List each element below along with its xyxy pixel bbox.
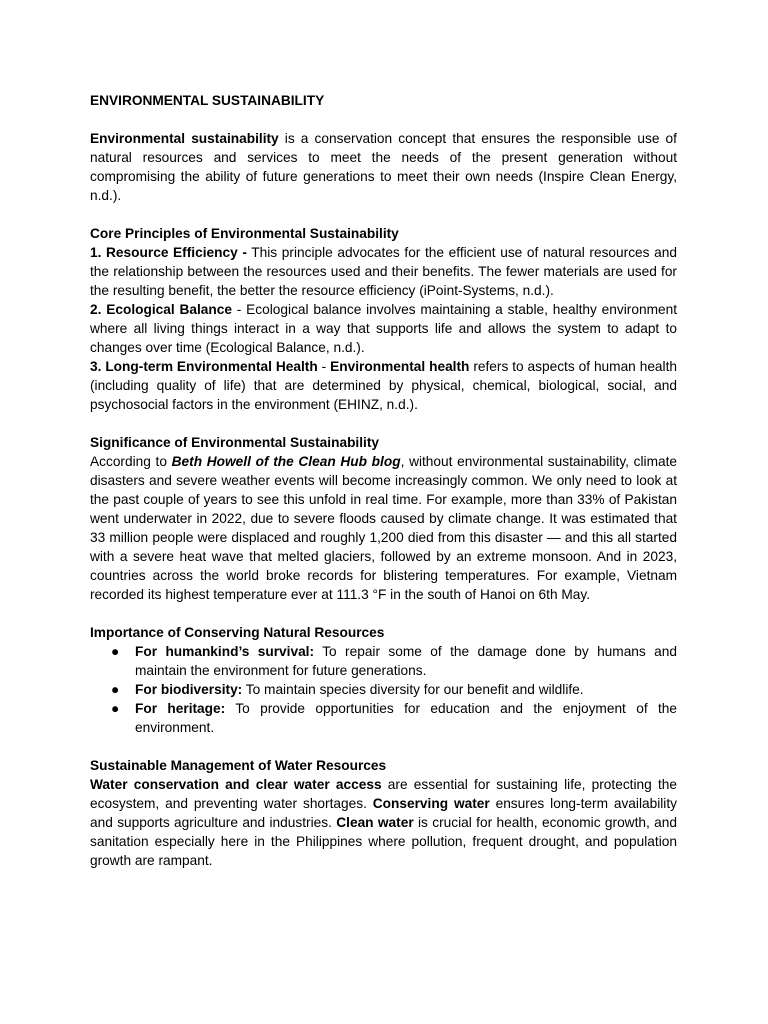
importance-list (90, 642, 677, 737)
principle-3-term: Environmental health (330, 359, 470, 374)
principle-environmental-health (90, 357, 677, 414)
significance-pre: According to (90, 454, 172, 469)
water-heading: Sustainable Management of Water Resources (90, 758, 387, 773)
list-item-text: To provide opportunities for education and the enjoyment of the environment. (135, 701, 678, 735)
list-item-text: To repair some of the damage done by humans and maintain the environment for future generations. (135, 644, 677, 678)
bullet-icon: ● (111, 682, 120, 697)
list-item-label: For biodiversity: (135, 682, 243, 697)
bullet-icon: ● (111, 644, 120, 659)
water-text-1: are essential for sustaining life, protecting the ecosystem, and preventing water shortages. (90, 777, 677, 811)
importance-heading: Importance of Conserving Natural Resources (90, 625, 385, 640)
list-item-label: For humankind’s survival: (135, 644, 315, 659)
principle-1-text: This principle advocates for the efficient use of natural resources and the relationship between the resources used and their benefits. The fewer materials are used for the resulting benefit, the better the resource efficiency (iPoint-Systems, n.d.). (90, 245, 677, 298)
water-paragraph (90, 775, 677, 870)
list-item (90, 699, 677, 737)
list-item-label: For heritage: (135, 701, 226, 716)
list-item-text: To maintain species diversity for our benefit and wildlife. (242, 682, 584, 697)
intro-text: is a conservation concept that ensures the responsible use of natural resources and services to meet the needs of the present generation without compromising the ability of future generations to meet their own needs (Inspire Clean Energy, n.d.). (90, 131, 677, 203)
principle-3-separator: - (317, 359, 331, 374)
spacer (90, 205, 677, 224)
water-term-1: Water conservation and clear water access (90, 777, 382, 792)
water-text-3: is crucial for health, economic growth, and sanitation especially here in the Philippines where pollution, frequent drought, and population growth are rampant. (90, 815, 677, 868)
principle-3-text: refers to aspects of human health (including quality of life) that are determined by physical, chemical, biological, social, and psychosocial factors in the environment (EHINZ, n.d.). (90, 359, 677, 412)
significance-paragraph (90, 452, 677, 604)
document-page (90, 91, 677, 870)
bullet-icon: ● (111, 701, 120, 716)
significance-source: Beth Howell of the Clean Hub blog (171, 454, 401, 469)
intro-term: Environmental sustainability (90, 131, 279, 146)
spacer (90, 414, 677, 433)
list-item (90, 680, 677, 699)
document-title: ENVIRONMENTAL SUSTAINABILITY (90, 93, 325, 108)
core-principles-heading: Core Principles of Environmental Sustainability (90, 226, 399, 241)
principle-ecological-balance (90, 300, 677, 357)
principle-resource-efficiency (90, 243, 677, 300)
list-item (90, 642, 677, 680)
spacer (90, 604, 677, 623)
principle-1-label: 1. Resource Efficiency - (90, 245, 247, 260)
water-term-2: Conserving water (372, 796, 490, 811)
significance-heading: Significance of Environmental Sustainability (90, 435, 380, 450)
principle-3-label: 3. Long-term Environmental Health (90, 359, 318, 374)
principle-2-text: - Ecological balance involves maintaining a stable, healthy environment where all living things interact in a way that supports life and allows the system to adapt to changes over time (Ecological Balance, n.d.). (90, 302, 678, 355)
water-term-3: Clean water (336, 815, 414, 830)
water-text-2: ensures long-term availability and supports agriculture and industries. (90, 796, 677, 830)
principle-2-label: 2. Ecological Balance (90, 302, 232, 317)
intro-paragraph (90, 129, 677, 205)
significance-text: , without environmental sustainability, climate disasters and severe weather events will become increasingly common. We only need to look at the past couple of years to see this unfold in real time. For example, more than 33% of Pakistan went underwater in 2022, due to severe floods caused by climate change. It was estimated that 33 million people were displaced and roughly 1,200 died from this disaster — and this all started with a severe heat wave that melted glaciers, followed by an extreme monsoon. And in 2023, countries across the world broke records for blistering temperatures. For example, Vietnam recorded its highest temperature ever at 111.3 °F in the south of Hanoi on 6th May. (90, 454, 677, 602)
spacer (90, 737, 677, 756)
